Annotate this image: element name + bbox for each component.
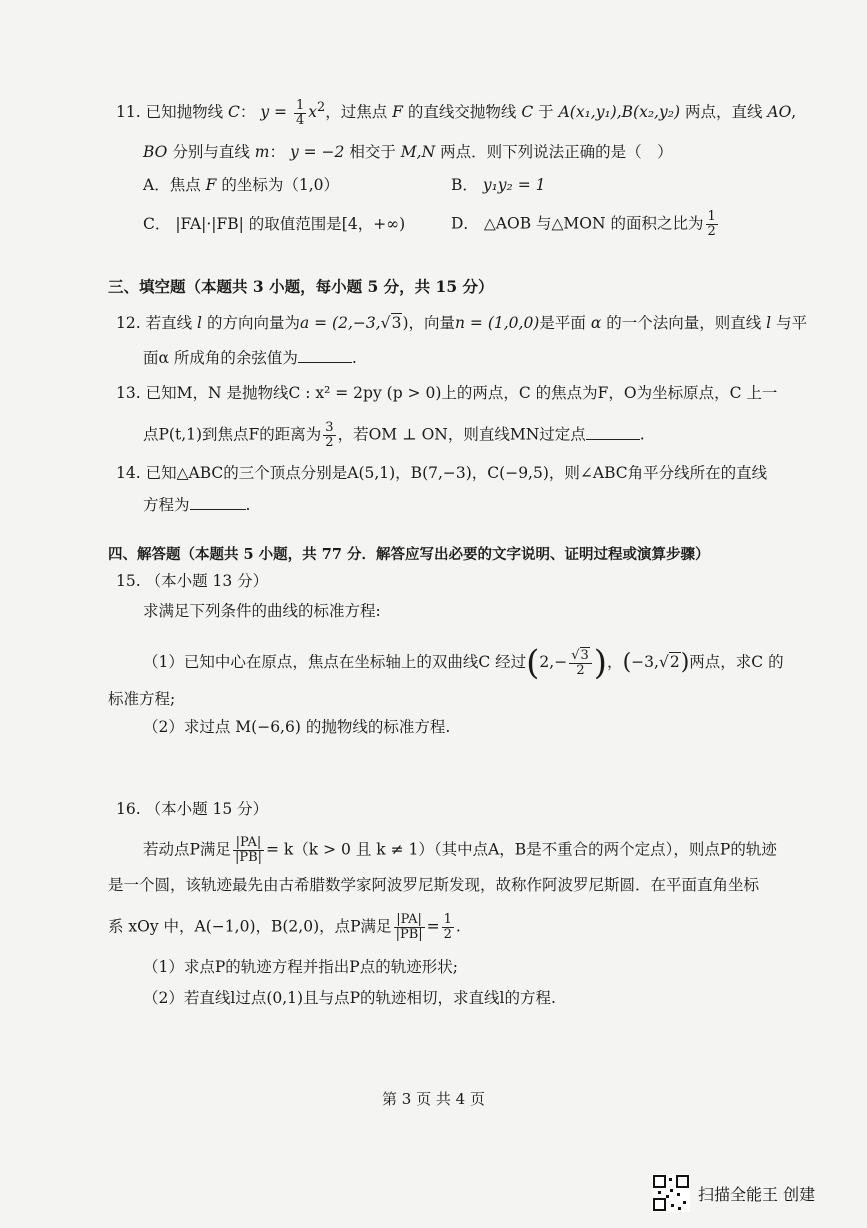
q14-line2: 方程为 . [143, 496, 251, 514]
q13-fraction: $\frac{3}{2}$ [325, 420, 334, 450]
q15-number: 15. [116, 572, 141, 590]
q14-line1: 14. 已知△ABC的三个顶点分别是A(5,1)，B(7,−3)，C(−9,5)，则∠ABC角平分线所在的直线 [116, 464, 768, 482]
q13-answer-blank [586, 439, 640, 440]
q11-line1: 11. 已知抛物线 C： y = $\frac{1}{4}$ $x^2$，过焦点 F 的直线交抛物线 C 于 A(x₁,y₁),B(x₂,y₂) 两点，直线 AO, [116, 97, 797, 128]
q16-number: 16. [116, 800, 141, 818]
q16-header: 16. （本小题 15 分） [116, 800, 269, 818]
q11-option-b: B． y₁y₂ = 1 [451, 176, 546, 194]
q12-line1: 12. 若直线 l 的方向向量为a = (2,−3,√3)，向量n = (1,0,0)是平面 α 的一个法向量，则直线 l 与平 [116, 314, 808, 332]
q16-line3: 系 xOy 中，A(−1,0)，B(2,0)，点P满足 $\frac{|PA|}{|PB|}$ = $\frac{1}{2}$ . [108, 912, 461, 942]
q16-part2: （2）若直线l过点(0,1)且与点P的轨迹相切，求直线l的方程. [143, 989, 556, 1007]
scanner-watermark: 扫描全能王 创建 [698, 1185, 816, 1204]
q15-part1-cont: 标准方程; [108, 690, 176, 708]
q11-fraction: $\frac{1}{4}$ [295, 97, 305, 128]
q11-d-fraction: $\frac{1}{2}$ [707, 209, 716, 239]
section-4-heading: 四、解答题（本题共 5 小题，共 77 分．解答应写出必要的文字说明、证明过程或演算步骤） [108, 546, 710, 563]
q13-line2: 点P(t,1)到焦点F的距离为 $\frac{3}{2}$ ，若OM ⊥ ON，则直线MN过定点 . [143, 420, 645, 450]
q13-number: 13. [116, 384, 141, 402]
section-3-heading: 三、填空题（本题共 3 小题，每小题 5 分，共 15 分） [108, 277, 494, 296]
q14-answer-blank [190, 509, 246, 510]
q15-header: 15. （本小题 13 分） [116, 572, 269, 590]
q15-part1: （1）已知中心在原点，焦点在坐标轴上的双曲线C 经过(2,− $\frac{√3}{2}$ )，(−3,√2)两点，求C 的 [143, 643, 784, 683]
page-footer: 第 3 页 共 4 页 [382, 1090, 485, 1108]
q14-number: 14. [116, 464, 141, 482]
q11-line2: BO 分别与直线 m： y = −2 相交于 M,N 两点．则下列说法正确的是（ ） [143, 143, 673, 161]
q16-part1: （1）求点P的轨迹方程并指出P点的轨迹形状; [143, 958, 458, 976]
q11-option-d: D． △AOB 与△MON 的面积之比为 $\frac{1}{2}$ [451, 209, 716, 239]
qr-code-icon [652, 1174, 690, 1212]
q12-answer-blank [298, 362, 352, 363]
q16-line1: 若动点P满足 $\frac{|PA|}{|PB|}$ = k（k > 0 且 k ≠ 1）（其中点A，B是不重合的两个定点），则点P的轨迹 [143, 835, 777, 865]
q15-intro: 求满足下列条件的曲线的标准方程: [143, 602, 381, 620]
q11-option-a: A．焦点 F 的坐标为（1,0） [143, 176, 340, 194]
q13-line1: 13. 已知M，N 是抛物线C : x² = 2py (p > 0)上的两点，C 的焦点为F，O为坐标原点，C 上一 [116, 384, 778, 402]
q12-line2: 面α 所成角的余弦值为 . [143, 349, 357, 367]
q16-line2: 是一个圆，该轨迹最先由古希腊数学家阿波罗尼斯发现，故称作阿波罗尼斯圆．在平面直角坐标 [108, 876, 760, 894]
q15-part2: （2）求过点 M(−6,6) 的抛物线的标准方程. [143, 718, 451, 736]
q11-number: 11. [116, 103, 141, 122]
q12-number: 12. [116, 314, 141, 332]
q11-option-c: C． |FA|·|FB| 的取值范围是[4，+∞) [143, 215, 406, 233]
